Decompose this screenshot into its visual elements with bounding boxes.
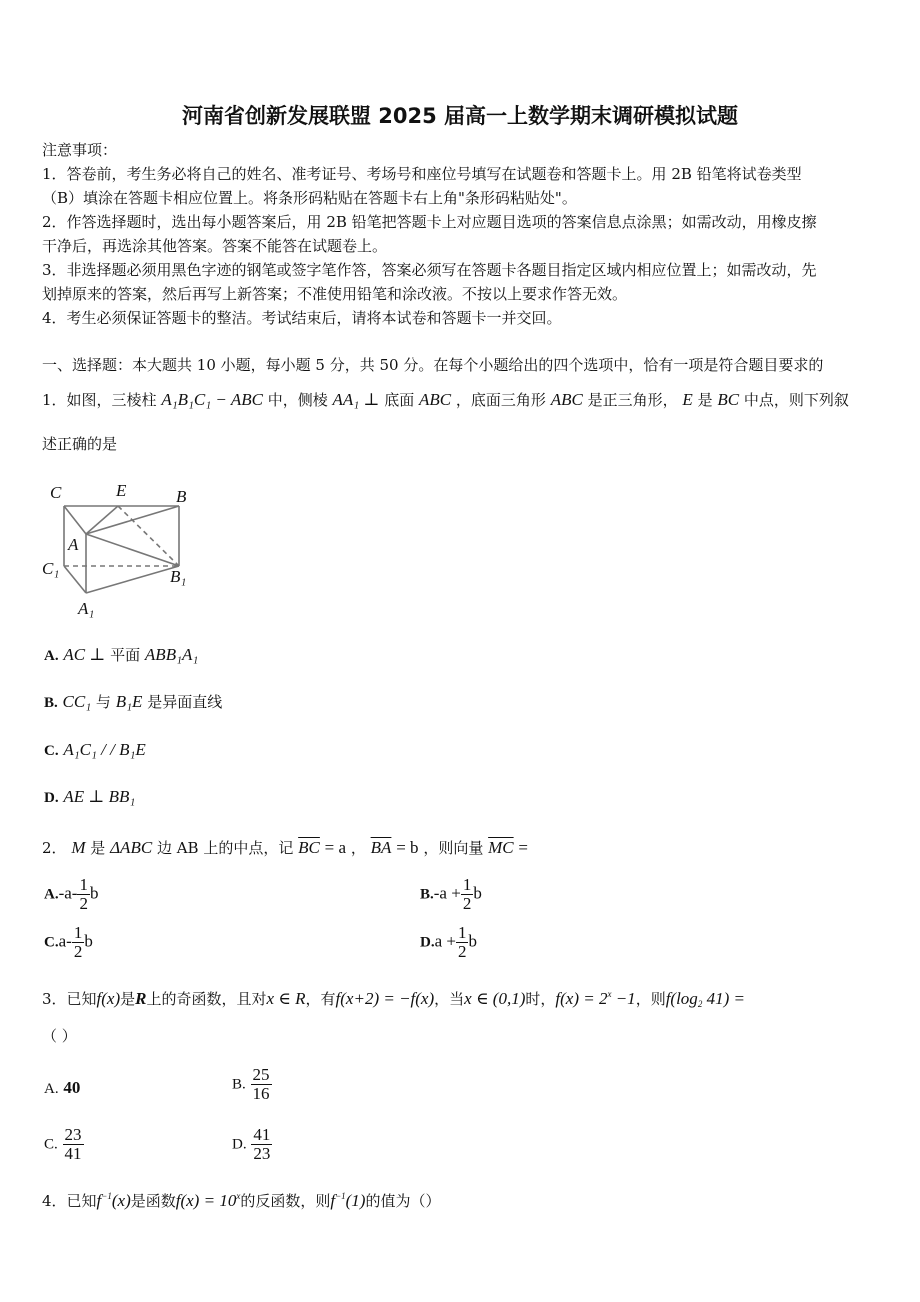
q2-tri: ΔABC	[110, 838, 153, 857]
q3-option-c[interactable]	[44, 1126, 84, 1163]
option-label: A.	[44, 648, 59, 664]
notice-line: （B）填涂在答题卡相应位置上。将条形码粘贴在答题卡右上角"条形码粘贴处"。	[42, 189, 577, 207]
q4-fdef	[176, 1191, 241, 1210]
q4-finv-exp: −1	[101, 1191, 112, 1201]
q1-option-c[interactable]	[44, 740, 146, 761]
option-pre: a +	[434, 931, 456, 951]
label-e: E	[116, 481, 127, 500]
q4-text: 的反函数，则	[240, 1192, 331, 1210]
q3-def-exp: x	[607, 989, 612, 999]
q2-option-d[interactable]	[420, 924, 477, 961]
fraction	[461, 876, 474, 913]
option-label: B.	[420, 886, 434, 903]
q4-ask	[330, 1191, 365, 1210]
option-label: D.	[232, 1136, 247, 1153]
q3-ask-tail: 41) =	[702, 989, 745, 1008]
q3-text: ，有	[305, 990, 336, 1008]
question-3-stem	[42, 984, 745, 1014]
edge-c1a1	[64, 566, 86, 593]
q1-option-a[interactable]	[44, 645, 198, 666]
numerator: 1	[79, 875, 88, 894]
q2-num: 2．	[42, 839, 67, 857]
numerator: 1	[462, 875, 472, 894]
numerator: 23	[64, 1125, 82, 1144]
q4-ask-exp: −1	[335, 1191, 346, 1201]
q3-def-tail: −1	[611, 989, 636, 1008]
q3-ask	[666, 989, 745, 1008]
question-2-stem	[42, 838, 528, 858]
q3-text: 上的奇函数，且对	[146, 990, 267, 1008]
question-4-stem	[42, 1186, 440, 1211]
numerator: 41	[253, 1125, 271, 1144]
denominator: 16	[252, 1084, 270, 1103]
q1-base: ABC	[419, 390, 452, 409]
option-label: C.	[44, 934, 59, 951]
denominator: 2	[73, 942, 83, 961]
q3-text: ，当	[434, 990, 465, 1008]
q3-eq: f(x+2) = −f(x)	[335, 989, 435, 1008]
q4-num: 4．已知	[42, 1192, 97, 1210]
option-label: A.	[44, 886, 59, 903]
q3-def	[555, 989, 635, 1008]
q3-ask-base: f(log	[665, 989, 698, 1008]
option-math: A₁C₁ / / B₁E	[63, 740, 146, 759]
notice-heading: 注意事项：	[42, 141, 118, 159]
notice-line: 1．答卷前，考生务必将自己的姓名、准考证号、考场号和座位号填写在试题卷和答题卡上。用 2B 铅笔将试卷类型	[42, 165, 802, 183]
label-a: A	[68, 535, 79, 554]
label-c1: C₁	[42, 559, 60, 578]
q3-answer-paren: （ ）	[42, 1027, 77, 1045]
q3-option-a[interactable]	[44, 1078, 80, 1099]
option-label: B.	[232, 1076, 246, 1093]
option-text: 与	[95, 693, 111, 711]
fraction	[251, 1066, 272, 1103]
q2-sep: ，	[350, 839, 366, 857]
option-pre: -a-	[58, 883, 78, 903]
q1-text: 底面	[384, 391, 415, 409]
q2-text: 是	[90, 839, 106, 857]
notice-line: 4．考生必须保证答题卡的整洁。考试结束后，请将本试卷和答题卡一并交回。	[42, 309, 562, 327]
q1-text: ，底面三角形	[455, 391, 546, 409]
q3-option-b[interactable]	[232, 1066, 272, 1103]
fraction	[456, 924, 469, 961]
option-post: b	[468, 931, 477, 951]
q3-dom: x ∈ (0,1)	[464, 989, 526, 1008]
q1-prism: A₁B₁C₁ − ABC	[161, 390, 263, 409]
option-math: ABB₁A₁	[144, 645, 199, 664]
option-label: A.	[44, 1081, 59, 1097]
q3-def-base: f(x) = 2	[555, 989, 608, 1008]
option-math: AC ⊥	[63, 645, 106, 664]
question-1-stem-cont: 述正确的是	[42, 435, 118, 453]
q3-text: 时，	[525, 990, 556, 1008]
q2-eq: = a	[324, 838, 347, 857]
q1-text: 是正三角形，	[587, 391, 678, 409]
q2-vec-bc: $\overline{BC}$	[298, 838, 320, 857]
q3-r: R	[135, 989, 147, 1008]
notice-line: 3．非选择题必须用黑色字迹的钢笔或签字笔作答，答案必须写在答题卡各题目指定区域内相应位置上；如需改动，先	[42, 261, 817, 279]
q4-finv	[97, 1191, 131, 1210]
q2-m: M	[71, 838, 86, 857]
q1-text: 中点，则下列叙	[743, 391, 849, 409]
q4-finv-base: f	[96, 1191, 102, 1210]
q1-bc: BC	[717, 390, 740, 409]
q3-xr: x ∈ R	[266, 989, 306, 1008]
prism-figure	[36, 476, 206, 624]
q3-fx: f(x)	[96, 989, 121, 1008]
q2-option-c[interactable]	[44, 924, 93, 961]
section-heading: 一、选择题：本大题共 10 小题，每小题 5 分，共 50 分。在每个小题给出的四个选项中，恰有一项是符合题目要求的	[42, 356, 824, 374]
fraction	[77, 876, 90, 913]
q2-eq: =	[518, 838, 528, 857]
edge-ca	[64, 506, 86, 534]
option-label: C.	[44, 743, 59, 759]
fraction	[251, 1126, 272, 1163]
q3-option-d[interactable]	[232, 1126, 272, 1163]
q4-ask-arg: (1)	[345, 1191, 366, 1210]
q1-option-d[interactable]	[44, 787, 135, 808]
q1-option-b[interactable]	[44, 692, 222, 713]
option-post: b	[89, 883, 99, 903]
q2-option-a[interactable]	[44, 876, 98, 913]
option-pre: a-	[58, 931, 72, 951]
q4-finv-arg: (x)	[111, 1191, 131, 1210]
q2-option-b[interactable]	[420, 876, 482, 913]
option-math: B₁E	[115, 692, 143, 711]
q3-num: 3．已知	[42, 990, 97, 1008]
page-title: 河南省创新发展联盟 2025 届高一上数学期末调研模拟试题	[181, 104, 739, 128]
q1-edge: AA₁ ⊥	[332, 390, 380, 409]
option-post: b	[84, 931, 93, 951]
edge-ab1	[86, 534, 179, 566]
denominator: 41	[64, 1144, 82, 1163]
denominator: 2	[79, 894, 88, 913]
q4-text: 的值为（）	[365, 1192, 441, 1210]
option-pre: -a +	[433, 883, 461, 903]
q2-vec-ba: $\overline{BA}$	[370, 838, 392, 857]
q1-text: 中，侧棱	[267, 391, 328, 409]
denominator: 23	[253, 1144, 271, 1163]
q2-text: ，则向量	[423, 839, 484, 857]
q2-text: 边 AB 上的中点，记	[156, 839, 294, 857]
notice-line: 划掉原来的答案，然后再写上新答案；不准使用铅笔和涂改液。不按以上要求作答无效。	[42, 285, 628, 303]
q3-ask-sub: 2	[697, 999, 703, 1009]
label-b: B	[176, 487, 187, 506]
q4-fdef-base: f(x) = 10	[175, 1191, 237, 1210]
option-value: 40	[63, 1078, 81, 1097]
numerator: 1	[457, 923, 467, 942]
option-post: b	[473, 883, 482, 903]
option-label: D.	[420, 934, 435, 951]
denominator: 2	[457, 942, 467, 961]
label-b1: B₁	[170, 567, 187, 586]
q1-tri: ABC	[550, 390, 583, 409]
option-text: 是异面直线	[147, 693, 223, 711]
fraction	[63, 1126, 84, 1163]
q2-eq: = b	[396, 838, 419, 857]
option-math: AE ⊥ BB₁	[63, 787, 136, 806]
fraction	[72, 924, 85, 961]
denominator: 2	[462, 894, 472, 913]
question-1-stem	[42, 390, 849, 410]
option-label: D.	[44, 790, 59, 806]
label-c: C	[50, 483, 62, 502]
numerator: 1	[73, 923, 83, 942]
q1-text: 是	[697, 391, 713, 409]
q2-vec-mc: $\overline{MC}$	[488, 838, 514, 857]
q3-text: ，则	[635, 990, 666, 1008]
notice-line: 2．作答选择题时，选出每小题答案后，用 2B 铅笔把答题卡上对应题目选项的答案信息点涂黑；如需改动，用橡皮擦	[42, 213, 817, 231]
option-math: CC₁	[62, 692, 92, 711]
label-a1: A₁	[78, 599, 95, 618]
q4-ask-base: f	[330, 1191, 336, 1210]
q3-text: 是	[120, 990, 136, 1008]
edge-a1b1	[86, 566, 179, 593]
numerator: 25	[252, 1065, 270, 1084]
q1-e: E	[682, 390, 693, 409]
q1-num: 1．如图，三棱柱	[42, 391, 157, 409]
q4-fdef-exp: x	[236, 1191, 241, 1201]
notice-line: 干净后，再选涂其他答案。答案不能答在试题卷上。	[42, 237, 388, 255]
option-label: C.	[44, 1136, 58, 1153]
q4-text: 是函数	[130, 1192, 176, 1210]
option-label: B.	[44, 695, 58, 711]
option-text: 平面	[110, 646, 141, 664]
